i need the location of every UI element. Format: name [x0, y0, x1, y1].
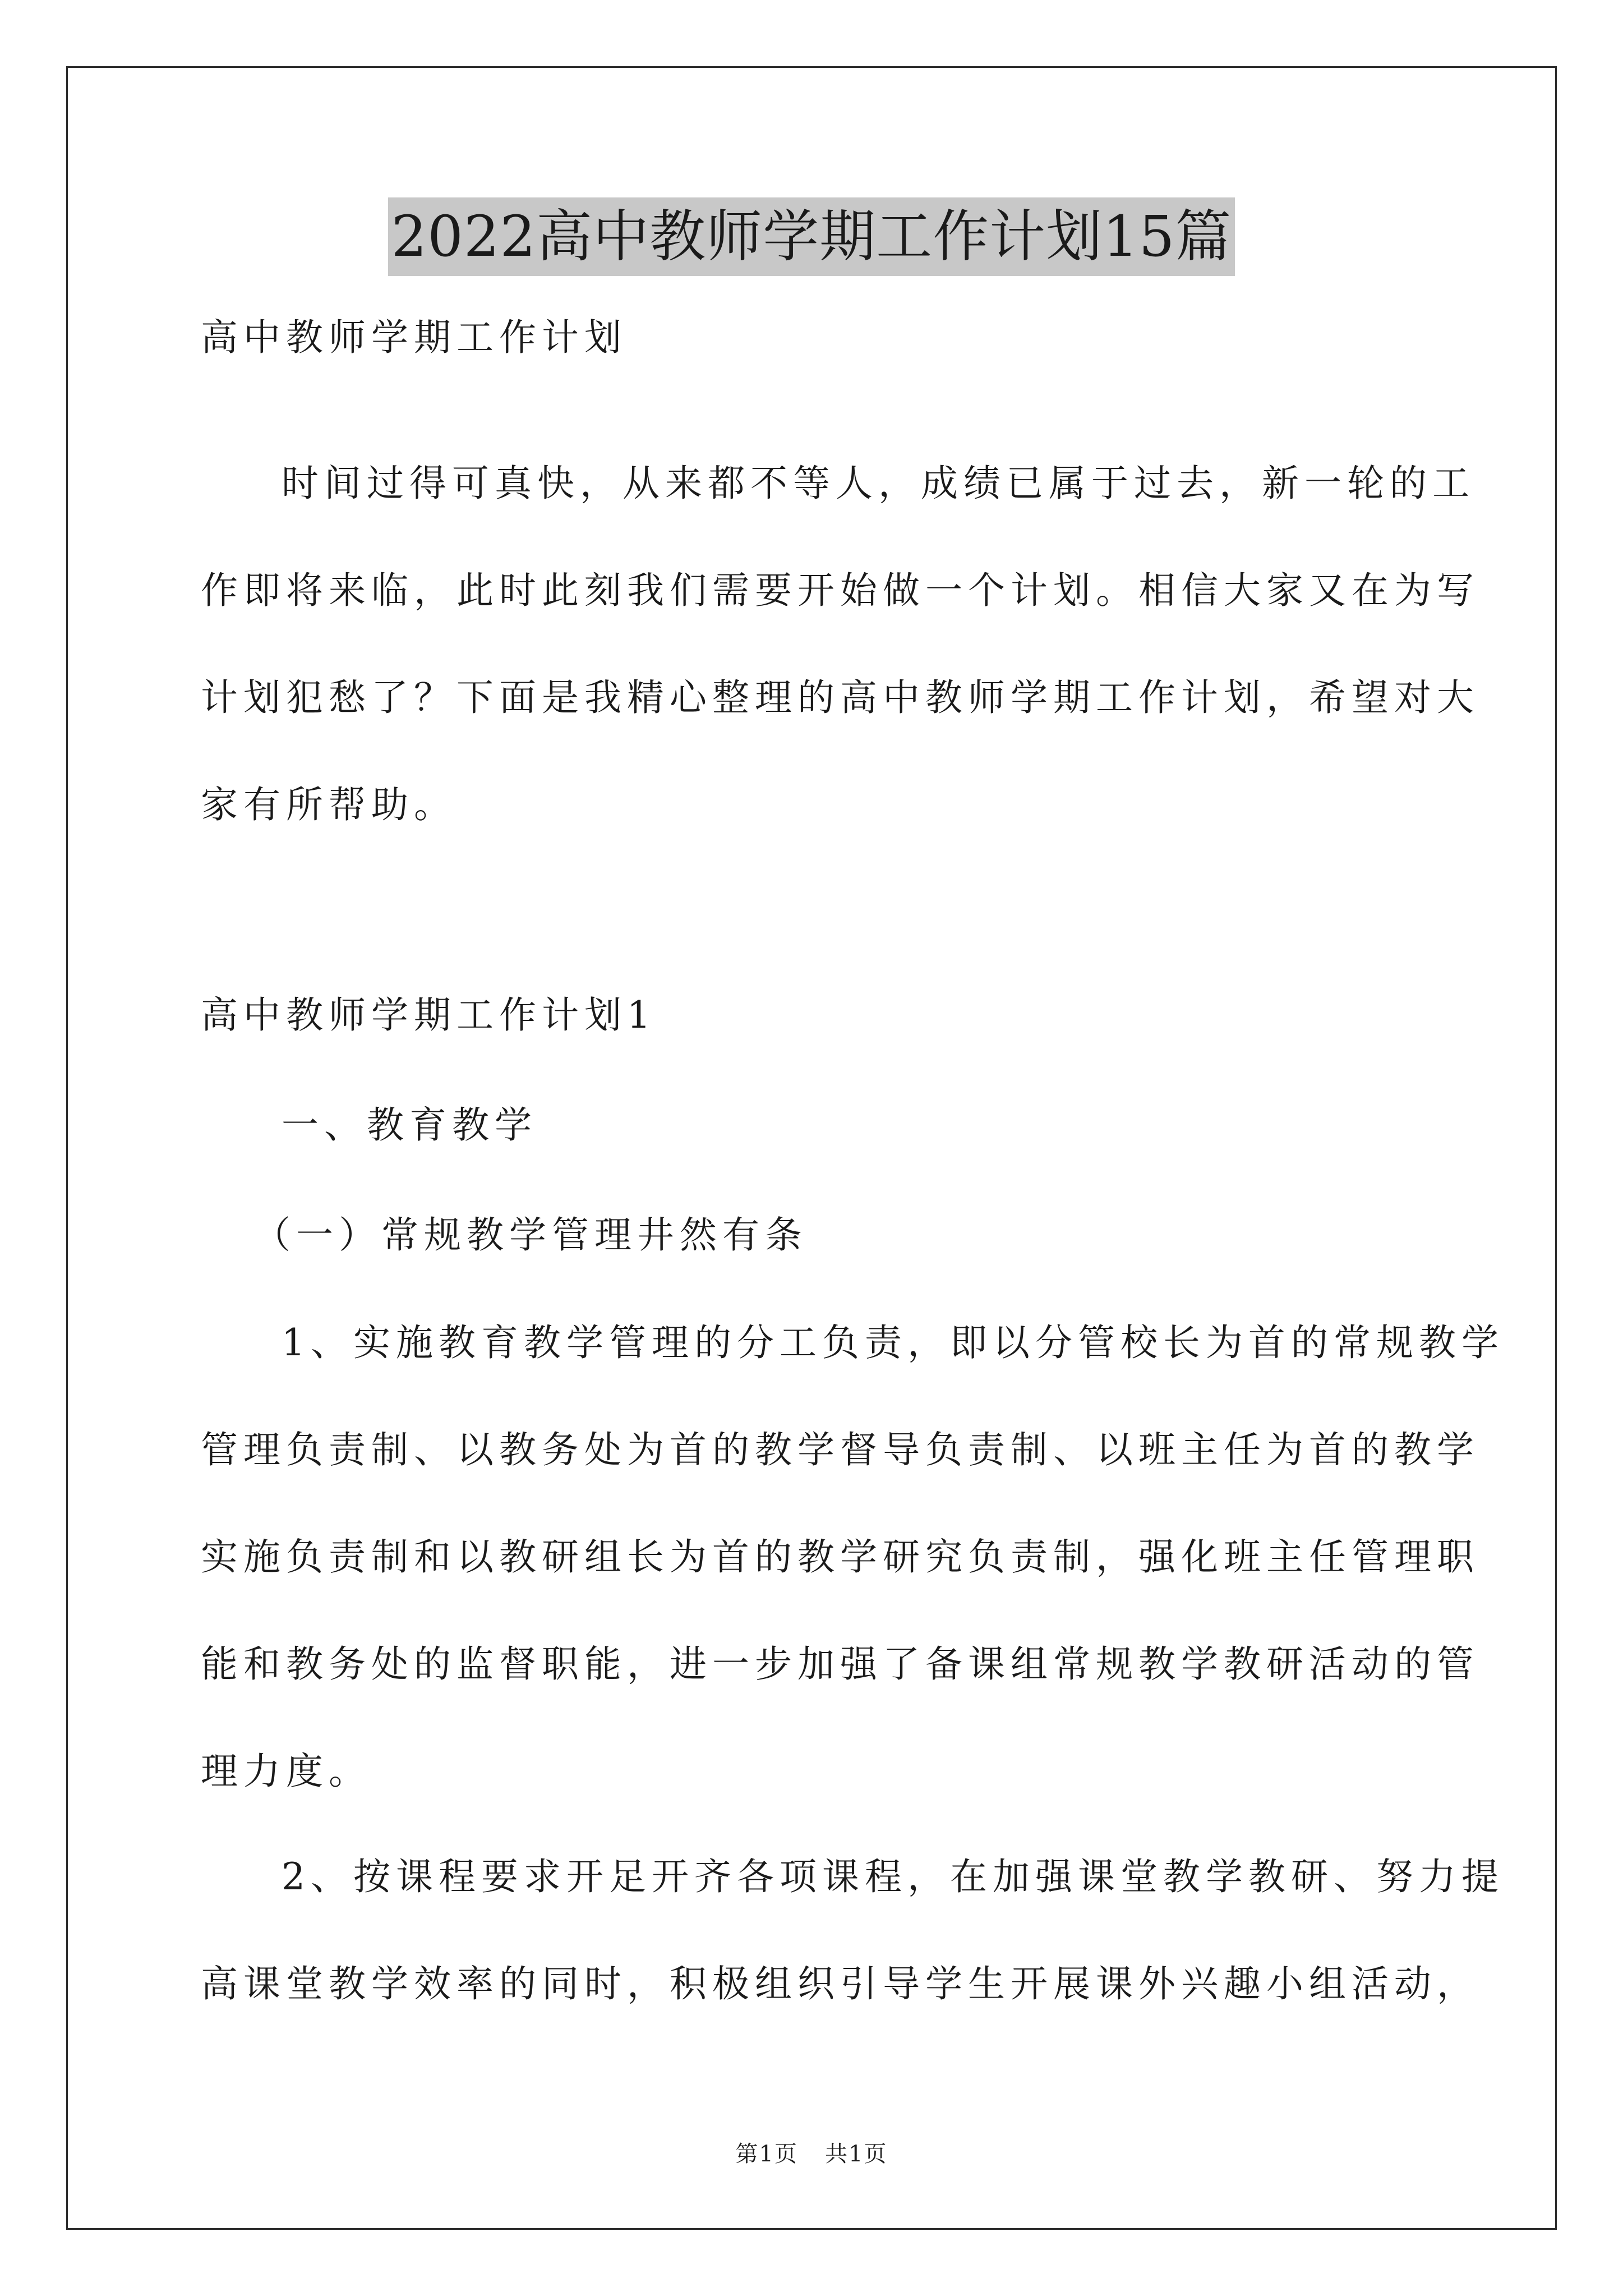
- paragraph-line: 2、按课程要求开足开齐各项课程，在加强课堂教学教研、努力提: [282, 1855, 1504, 1898]
- item-2-paragraph: [201, 1823, 1504, 2037]
- item-1-paragraph: [201, 1289, 1504, 1825]
- paragraph-line: 时间过得可真快，从来都不等人，成绩已属于过去，新一轮的工: [282, 462, 1475, 505]
- paragraph-line: 能和教务处的监督职能，进一步加强了备课组常规教学教研活动的管: [201, 1642, 1479, 1686]
- subsection-title: （一）常规教学管理井然有条: [253, 1213, 808, 1257]
- paragraph-line: 1、实施教育教学管理的分工负责，即以分管校长为首的常规教学: [282, 1321, 1504, 1364]
- title-container: [0, 197, 1623, 276]
- paragraph-line: 高课堂教学效率的同时，积极组织引导学生开展课外兴趣小组活动，: [201, 1962, 1479, 2005]
- section-heading: 高中教师学期工作计划1: [201, 993, 656, 1037]
- page-total: 共1页: [825, 2141, 888, 2167]
- section-title: 一、教育教学: [282, 1103, 537, 1147]
- document-title: 2022高中教师学期工作计划15篇: [388, 197, 1235, 276]
- paragraph-line: 家有所帮助。: [201, 783, 457, 826]
- paragraph-line: 实施负责制和以教研组长为首的教学研究负责制，强化班主任管理职: [201, 1535, 1479, 1579]
- paragraph-line: 管理负责制、以教务处为首的教学督导负责制、以班主任为首的教学: [201, 1428, 1479, 1471]
- paragraph-line: 作即将来临，此时此刻我们需要开始做一个计划。相信大家又在为写: [201, 569, 1479, 612]
- intro-heading: 高中教师学期工作计划: [201, 316, 627, 359]
- paragraph-line: 计划犯愁了？下面是我精心整理的高中教师学期工作计划，希望对大: [201, 676, 1479, 719]
- page-number: 第1页: [735, 2141, 798, 2167]
- paragraph-line: 理力度。: [201, 1750, 371, 1793]
- intro-paragraph: [201, 430, 1479, 858]
- page-footer: [0, 2136, 1623, 2168]
